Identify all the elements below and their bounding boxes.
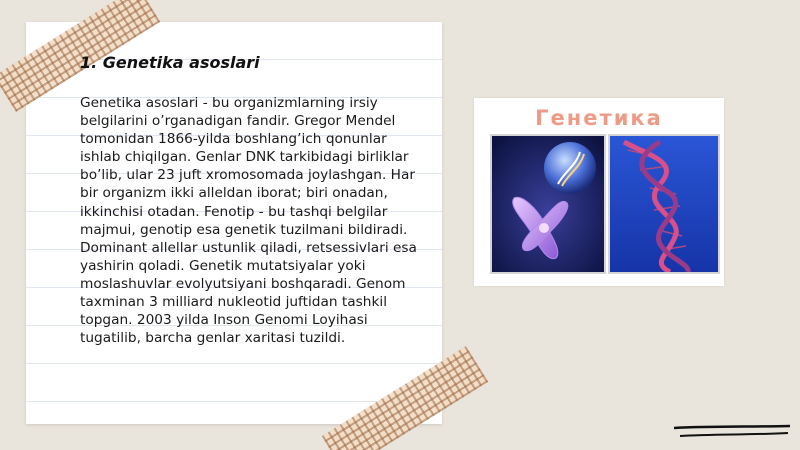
figure-label: Генетика <box>535 106 663 130</box>
dna-helix-image <box>608 134 720 274</box>
genetics-figure <box>474 98 724 286</box>
dna-helix-icon <box>610 136 718 272</box>
chromosome-icon <box>492 136 604 272</box>
chromosome-image <box>490 134 606 274</box>
decorative-ink-strokes <box>672 420 792 444</box>
slide-title: 1. Genetika asoslari <box>80 53 260 72</box>
slide-body-text: Genetika asoslari - bu organizmlarning irsiy belgilarini o’rganadigan fandir. Gregor Mendel tomonidan 1866-yilda boshlang’ich qonunlar ishlab chiqilgan. Genlar DNK tarkibidagi birliklar bo’lib, ular 23 juft xromosomada joylashgan. Har bir organizm ikki alleldan iborat; biri onadan, ikkinchisi otadan. Fenotip - bu tashqi belgilar majmui, genotip esa genetik tuzilmani bildiradi. Dominant allellar ustunlik qiladi, retsessivlari esa yashirin qoladi. Genetik mutatsiyalar yoki moslashuvlar evolyutsiyani boshqaradi. Genom taxminan 3 milliard nukleotid juftidan tashkil topgan. 2003 yilda Inson Genomi Loyihasi tugatilib, barcha genlar xaritasi tuzildi. <box>80 95 417 347</box>
